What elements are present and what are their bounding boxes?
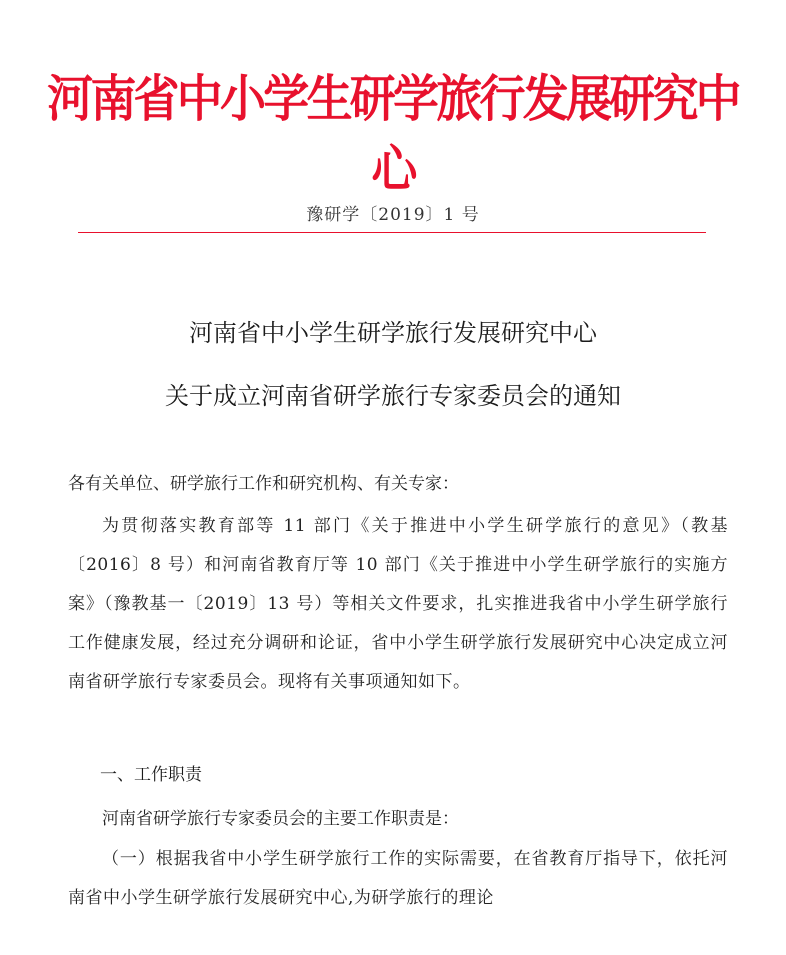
notice-title-line-1: 河南省中小学生研学旅行发展研究中心 <box>189 319 597 347</box>
body-paragraph-3: （一）根据我省中小学生研学旅行工作的实际需要，在省教育厅指导下，依托河南省中小学生研学旅行发展研究中心,为研学旅行的理论 <box>68 849 728 908</box>
red-divider-line <box>78 232 706 233</box>
body-paragraph-1: 为贯彻落实教育部等 11 部门《关于推进中小学生研学旅行的意见》（教基〔2016〕8 号）和河南省教育厅等 10 部门《关于推进中小学生研学旅行的实施方案》（豫教基一〔2019〕13 号）等相关文件要求，扎实推进我省中小学生研学旅行工作健康发展，经过充分调研和论证，省中小学生研学旅行发展研究中心决定成立河南省研学旅行专家委员会。现将有关事项通知如下。 <box>68 516 728 692</box>
body-paragraph-2: 河南省研学旅行专家委员会的主要工作职责是： <box>102 809 459 829</box>
notice-title-line-2: 关于成立河南省研学旅行专家委员会的通知 <box>165 382 621 410</box>
masthead-title: 河南省中小学生研学旅行发展研究中心 <box>47 69 739 198</box>
section-heading-work-duties: 一、工作职责 <box>100 765 202 785</box>
salutation: 各有关单位、研学旅行工作和研究机构、有关专家： <box>68 474 459 494</box>
document-number: 豫研学〔2019〕1 号 <box>306 205 480 225</box>
